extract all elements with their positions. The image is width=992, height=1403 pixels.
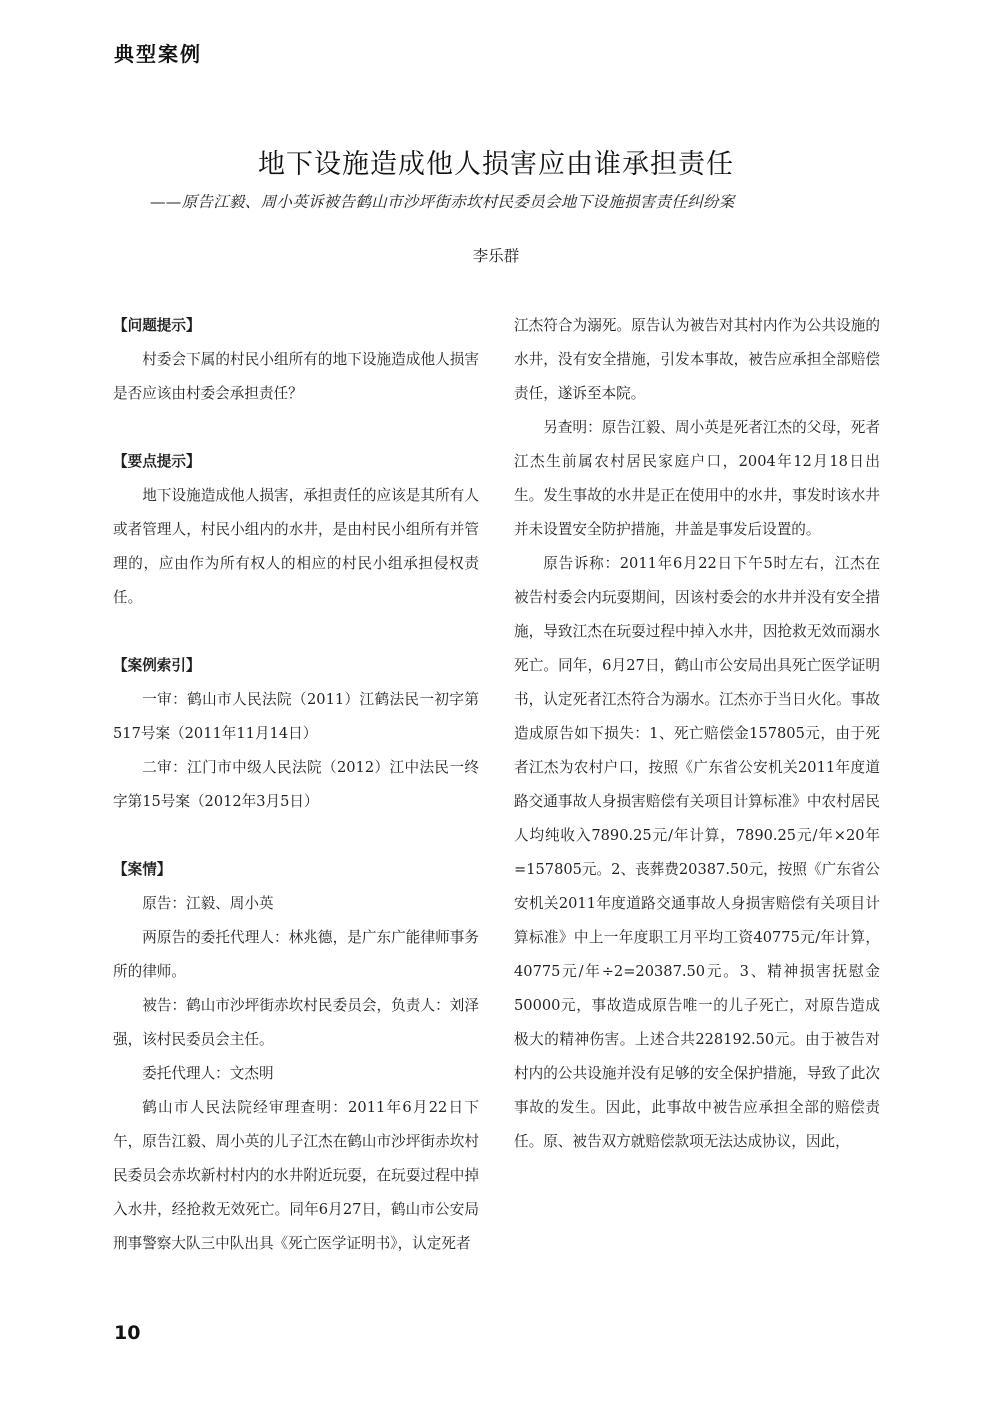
court-findings-paragraph: 鹤山市人民法院经审理查明：2011年6月22日下午，原告江毅、周小英的儿子江杰在鹤山市沙坪街赤坎村民委员会赤坎新村村内的水井附近玩耍，在玩耍过程中掉入水井，经抢救无效死亡。同年6月27日，鹤山市公安局刑事警察大队三中队出具《死亡医学证明书》，认定死者 [113, 1099, 479, 1252]
article-subtitle: ——原告江毅、周小英诉被告鹤山市沙坪街赤坎村民委员会地下设施损害责任纠纷案 [150, 193, 735, 211]
defendant-agent-paragraph: 委托代理人：文杰明 [142, 1065, 274, 1082]
left-column [113, 309, 479, 1261]
key-points-heading: 【要点提示】 [113, 453, 201, 470]
article-author: 李乐群 [472, 247, 520, 265]
plaintiffs-paragraph: 原告：江毅、周小英 [142, 895, 274, 912]
article-title: 地下设施造成他人损害应由谁承担责任 [258, 149, 734, 180]
issue-paragraph: 村委会下属的村民小组所有的地下设施造成他人损害是否应该由村委会承担责任？ [113, 351, 479, 402]
plaintiff-agent-paragraph: 两原告的委托代理人：林兆德，是广东广能律师事务所的律师。 [113, 929, 479, 980]
section-tag: 典型案例 [114, 42, 202, 66]
case-index-second-instance: 二审：江门市中级人民法院（2012）江中法民一终字第15号案（2012年3月5日） [113, 759, 479, 810]
case-facts-heading: 【案情】 [113, 861, 172, 878]
page-number: 10 [114, 1322, 141, 1344]
issue-heading: 【问题提示】 [113, 317, 201, 334]
continued-paragraph: 江杰符合为溺死。原告认为被告对其村内作为公共设施的水井，没有安全措施，引发本事故，被告应承担全部赔偿责任，遂诉至本院。 [514, 317, 880, 402]
plaintiff-claims-paragraph: 原告诉称：2011年6月22日下午5时左右，江杰在被告村委会内玩耍期间，因该村委会的水井并没有安全措施，导致江杰在玩耍过程中掉入水井，因抢救无效而溺水死亡。同年，6月27日，鹤山市公安局出具死亡医学证明书，认定死者江杰符合为溺水。江杰亦于当日火化。事故造成原告如下损失：1、死亡赔偿金157805元，由于死者江杰为农村户口，按照《广东省公安机关2011年度道路交通事故人身损害赔偿有关项目计算标准》中农村居民人均纯收入7890.25元/年计算，7890.25元/年×20年=157805元。2、丧葬费20387.50元，按照《广东省公安机关2011年度道路交通事故人身损害赔偿有关项目计算标准》中上一年度职工月平均工资40775元/年计算，40775元/年÷2=20387.50元。3、精神损害抚慰金50000元，事故造成原告唯一的儿子死亡，对原告造成极大的精神伤害。上述合共228192.50元。由于被告对村内的公共设施并没有足够的安全保护措施，导致了此次事故的发生。因此，此事故中被告应承担全部的赔偿责任。原、被告双方就赔偿款项无法达成协议，因此， [514, 555, 880, 1150]
defendant-paragraph: 被告：鹤山市沙坪街赤坎村民委员会，负责人：刘泽强，该村民委员会主任。 [113, 997, 479, 1048]
case-index-heading: 【案例索引】 [113, 657, 201, 674]
further-findings-paragraph: 另查明：原告江毅、周小英是死者江杰的父母，死者江杰生前属农村居民家庭户口，2004年12月18日出生。发生事故的水井是正在使用中的水井，事发时该水井并未设置安全防护措施，井盖是事发后设置的。 [514, 419, 880, 538]
case-index-first-instance: 一审：鹤山市人民法院（2011）江鹤法民一初字第517号案（2011年11月14日） [113, 691, 479, 742]
key-points-paragraph: 地下设施造成他人损害，承担责任的应该是其所有人或者管理人，村民小组内的水井，是由村民小组所有并管理的，应由作为所有权人的相应的村民小组承担侵权责任。 [113, 487, 479, 606]
right-column [514, 309, 880, 1159]
